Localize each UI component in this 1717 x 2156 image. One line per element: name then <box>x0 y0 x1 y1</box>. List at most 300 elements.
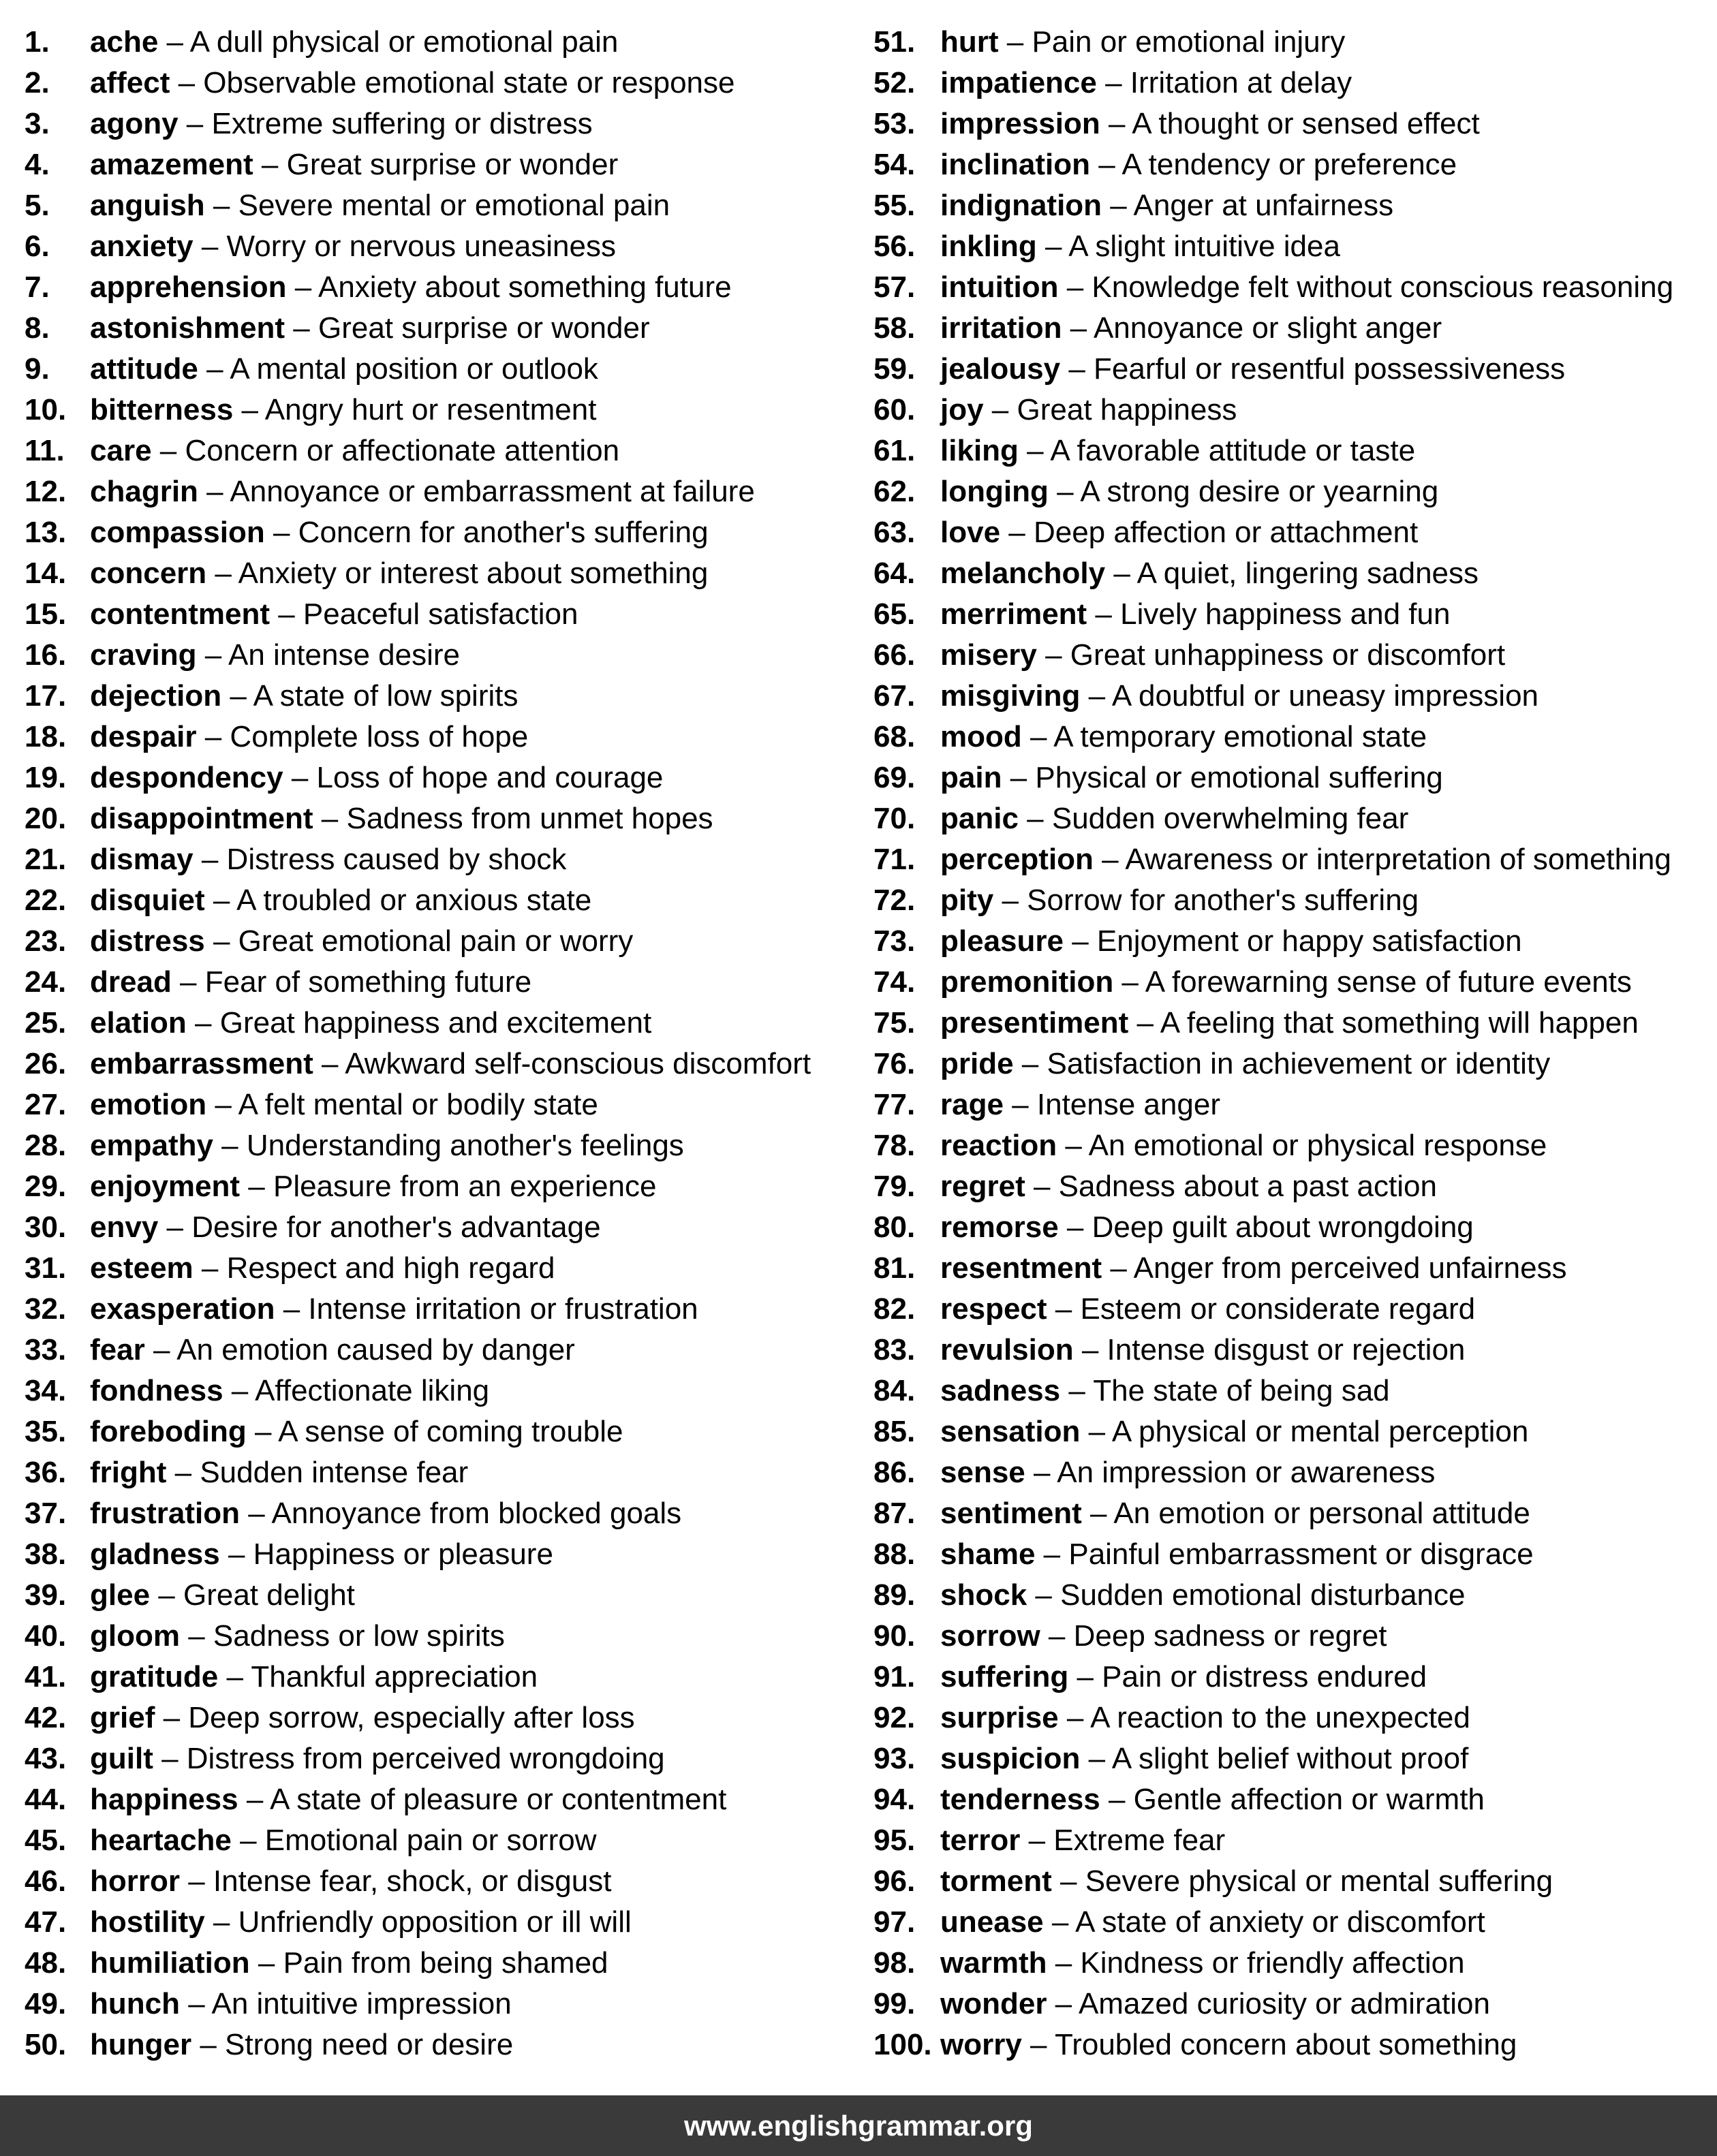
list-item-number: 1. <box>25 25 50 59</box>
list-item-definition: – Desire for another's advantage <box>158 1210 601 1244</box>
list-item <box>873 594 1705 635</box>
list-item-number: 58. <box>873 311 916 345</box>
list-item <box>25 1575 856 1616</box>
list-item-definition: – A dull physical or emotional pain <box>158 25 619 59</box>
list-item <box>25 1820 856 1861</box>
list-item <box>873 1984 1705 2025</box>
list-item-number: 52. <box>873 66 916 99</box>
list-item-number: 19. <box>25 761 67 794</box>
list-item-definition: – Concern or affectionate attention <box>151 434 620 467</box>
list-item <box>873 144 1705 185</box>
list-item-number: 92. <box>873 1701 916 1734</box>
list-item <box>873 1820 1705 1861</box>
list-item <box>25 553 856 594</box>
list-item <box>873 267 1705 308</box>
list-item-number: 80. <box>873 1210 916 1244</box>
list-item-text <box>90 308 650 349</box>
list-item <box>873 1044 1705 1084</box>
list-item-text <box>940 1493 1530 1534</box>
list-item <box>873 308 1705 349</box>
list-item-word: care <box>90 434 152 467</box>
list-item-text <box>90 1616 505 1657</box>
list-item-word: misery <box>940 638 1037 672</box>
list-item <box>873 1166 1705 1207</box>
list-item-definition: – Fear of something future <box>171 965 532 999</box>
list-item-word: suspicion <box>940 1742 1081 1775</box>
list-item-number: 90. <box>873 1619 916 1653</box>
list-item-word: impatience <box>940 66 1097 99</box>
list-item <box>25 594 856 635</box>
list-item-number: 75. <box>873 1006 916 1040</box>
list-item-number: 79. <box>873 1170 916 1203</box>
list-item-word: hurt <box>940 25 999 59</box>
list-item-definition: – Annoyance from blocked goals <box>240 1497 682 1530</box>
list-item <box>25 185 856 226</box>
list-item-word: rage <box>940 1088 1004 1121</box>
list-item-definition: – A quiet, lingering sadness <box>1105 557 1479 590</box>
list-item-definition: – Sudden intense fear <box>166 1456 469 1489</box>
list-item-number: 21. <box>25 843 67 876</box>
list-item-word: craving <box>90 638 197 672</box>
list-item-text <box>90 676 518 717</box>
list-item-definition: – Respect and high regard <box>193 1251 555 1285</box>
list-item-number: 76. <box>873 1047 916 1080</box>
list-item-word: distress <box>90 924 205 958</box>
list-item-text <box>90 717 528 757</box>
list-item-text <box>90 22 618 63</box>
list-item-definition: – Emotional pain or sorrow <box>231 1824 597 1857</box>
list-item-word: panic <box>940 802 1019 835</box>
list-item-number: 30. <box>25 1210 67 1244</box>
list-item-number: 62. <box>873 475 916 508</box>
list-item-text <box>940 1861 1553 1902</box>
list-item-text <box>940 676 1538 717</box>
list-item-definition: – Deep sadness or regret <box>1040 1619 1387 1653</box>
list-item-word: sorrow <box>940 1619 1040 1653</box>
list-item-definition: – Kindness or friendly affection <box>1047 1946 1465 1980</box>
list-item-number: 35. <box>25 1415 67 1448</box>
list-item <box>873 1289 1705 1330</box>
word-list <box>0 22 1717 2065</box>
list-item-number: 91. <box>873 1660 916 1693</box>
list-item-definition: – Gentle affection or warmth <box>1100 1783 1485 1816</box>
list-item-text <box>90 880 591 921</box>
list-item-number: 55. <box>873 189 916 222</box>
list-item-text <box>90 1902 632 1943</box>
list-item-text <box>940 1003 1639 1044</box>
list-item-word: fear <box>90 1333 145 1366</box>
list-item <box>25 1411 856 1452</box>
list-item-number: 72. <box>873 884 916 917</box>
list-item-text <box>940 2025 1517 2065</box>
list-item-number: 29. <box>25 1170 67 1203</box>
list-item-number: 88. <box>873 1537 916 1571</box>
list-item-number: 20. <box>25 802 67 835</box>
list-item-number: 48. <box>25 1946 67 1980</box>
list-item-number: 16. <box>25 638 67 672</box>
list-item-text <box>940 1698 1470 1738</box>
list-item <box>25 226 856 267</box>
list-item-word: elation <box>90 1006 187 1040</box>
list-item-text <box>940 185 1393 226</box>
list-item <box>873 1779 1705 1820</box>
list-item-definition: – Painful embarrassment or disgrace <box>1035 1537 1534 1571</box>
list-item-number: 86. <box>873 1456 916 1489</box>
list-item-number: 95. <box>873 1824 916 1857</box>
list-item-text <box>90 1820 596 1861</box>
list-item-word: pride <box>940 1047 1014 1080</box>
list-item <box>873 839 1705 880</box>
list-item-number: 9. <box>25 352 50 386</box>
list-item-definition: – A troubled or anxious state <box>204 884 592 917</box>
list-item-word: sentiment <box>940 1497 1082 1530</box>
list-item-definition: – Awareness or interpretation of something <box>1093 843 1671 876</box>
list-item-number: 57. <box>873 270 916 304</box>
list-item-definition: – Great delight <box>150 1578 355 1612</box>
list-item <box>25 1248 856 1289</box>
list-item <box>25 676 856 717</box>
list-item-number: 69. <box>873 761 916 794</box>
list-item-text <box>90 1330 575 1371</box>
list-item-definition: – A forewarning sense of future events <box>1113 965 1632 999</box>
list-item-number: 23. <box>25 924 67 958</box>
list-item-word: dismay <box>90 843 194 876</box>
list-item-text <box>940 1902 1485 1943</box>
list-item <box>873 1003 1705 1044</box>
list-item-word: tenderness <box>940 1783 1100 1816</box>
list-item-definition: – Irritation at delay <box>1096 66 1352 99</box>
list-item-word: horror <box>90 1864 180 1898</box>
list-item-text <box>90 2025 513 2065</box>
list-item-text <box>940 594 1450 635</box>
list-item-number: 49. <box>25 1987 67 2020</box>
list-item <box>873 22 1705 63</box>
list-item-word: heartache <box>90 1824 232 1857</box>
list-item-text <box>90 390 596 431</box>
list-item <box>25 1698 856 1738</box>
list-item <box>25 1738 856 1779</box>
list-item-definition: – The state of being sad <box>1060 1374 1390 1407</box>
list-item-number: 65. <box>873 597 916 631</box>
list-item-text <box>940 1452 1435 1493</box>
list-item <box>873 1861 1705 1902</box>
list-item-word: joy <box>940 393 984 426</box>
list-item-number: 8. <box>25 311 50 345</box>
list-item-text <box>940 839 1671 880</box>
list-item-word: irritation <box>940 311 1062 345</box>
list-item-definition: – An emotional or physical response <box>1057 1129 1547 1162</box>
list-item-definition: – Thankful appreciation <box>218 1660 538 1693</box>
list-item <box>25 839 856 880</box>
list-item <box>873 798 1705 839</box>
list-item-text <box>90 267 732 308</box>
list-item <box>873 512 1705 553</box>
list-item <box>25 512 856 553</box>
list-item <box>25 431 856 471</box>
list-item-text <box>940 1411 1528 1452</box>
list-item <box>25 2025 856 2065</box>
list-item-definition: – A sense of coming trouble <box>246 1415 623 1448</box>
list-item-number: 11. <box>25 434 65 467</box>
list-item-word: apprehension <box>90 270 287 304</box>
list-item-number: 78. <box>873 1129 916 1162</box>
list-item-text <box>90 512 709 553</box>
list-item-definition: – Strong need or desire <box>191 2028 514 2061</box>
list-item-definition: – A thought or sensed effect <box>1100 107 1480 140</box>
list-item <box>873 1207 1705 1248</box>
list-item-number: 36. <box>25 1456 67 1489</box>
list-item <box>873 757 1705 798</box>
list-item-text <box>940 1779 1485 1820</box>
list-item-text <box>90 962 531 1003</box>
list-item-text <box>90 1003 651 1044</box>
list-item <box>873 1371 1705 1411</box>
list-item-number: 37. <box>25 1497 67 1530</box>
list-item-definition: – Deep affection or attachment <box>1000 516 1419 549</box>
word-list-column-left <box>25 22 856 2065</box>
list-item-word: emotion <box>90 1088 207 1121</box>
list-item-text <box>940 880 1419 921</box>
list-item-word: concern <box>90 557 207 590</box>
list-item-text <box>90 1943 608 1984</box>
list-item-word: disquiet <box>90 884 205 917</box>
list-item-definition: – A doubtful or uneasy impression <box>1080 679 1539 713</box>
list-item-number: 39. <box>25 1578 67 1612</box>
list-item <box>25 757 856 798</box>
list-item-text <box>90 1084 598 1125</box>
list-item-word: melancholy <box>940 557 1106 590</box>
list-item-word: astonishment <box>90 311 285 345</box>
list-item <box>25 798 856 839</box>
list-item-text <box>940 63 1352 104</box>
list-item-text <box>90 1738 665 1779</box>
list-item <box>25 1330 856 1371</box>
list-item-word: love <box>940 516 1001 549</box>
list-item-number: 74. <box>873 965 916 999</box>
list-item-text <box>90 839 566 880</box>
list-item-text <box>90 1779 726 1820</box>
list-item-definition: – Great surprise or wonder <box>253 148 619 181</box>
list-item-definition: – Esteem or considerate regard <box>1047 1292 1476 1326</box>
list-item-number: 100. <box>873 2028 932 2061</box>
list-item <box>873 2025 1705 2065</box>
list-item <box>873 1657 1705 1698</box>
list-item <box>25 1534 856 1575</box>
list-item-word: worry <box>940 2028 1022 2061</box>
list-item <box>25 1902 856 1943</box>
list-item-text <box>940 717 1427 757</box>
list-item-number: 89. <box>873 1578 916 1612</box>
list-item-text <box>90 921 633 962</box>
list-item-word: misgiving <box>940 679 1081 713</box>
list-item-definition: – A state of pleasure or contentment <box>238 1783 727 1816</box>
list-item-text <box>90 553 708 594</box>
list-item-word: sense <box>940 1456 1025 1489</box>
list-item-number: 46. <box>25 1864 67 1898</box>
list-item-text <box>940 1207 1474 1248</box>
list-item-text <box>90 798 713 839</box>
list-item-text <box>90 635 460 676</box>
list-item-word: indignation <box>940 189 1102 222</box>
list-item-word: remorse <box>940 1210 1059 1244</box>
list-item-word: warmth <box>940 1946 1047 1980</box>
list-item-text <box>940 1575 1466 1616</box>
list-item-word: torment <box>940 1864 1052 1898</box>
list-item-number: 40. <box>25 1619 67 1653</box>
list-item-number: 33. <box>25 1333 67 1366</box>
list-item-word: premonition <box>940 965 1114 999</box>
list-item-number: 97. <box>873 1905 916 1939</box>
list-item <box>25 1616 856 1657</box>
list-item-number: 6. <box>25 230 50 263</box>
list-item-number: 2. <box>25 66 50 99</box>
list-item-number: 71. <box>873 843 916 876</box>
list-item-number: 15. <box>25 597 67 631</box>
list-item-text <box>940 1084 1220 1125</box>
list-item-text <box>90 1125 684 1166</box>
list-item <box>25 63 856 104</box>
list-item-definition: – Severe mental or emotional pain <box>204 189 670 222</box>
list-item <box>873 1738 1705 1779</box>
list-item-definition: – Enjoyment or happy satisfaction <box>1063 924 1522 958</box>
list-item-word: surprise <box>940 1701 1059 1734</box>
list-item-number: 56. <box>873 230 916 263</box>
list-item-number: 17. <box>25 679 67 713</box>
list-item-definition: – Distress caused by shock <box>193 843 567 876</box>
list-item-number: 18. <box>25 720 67 753</box>
list-item-text <box>940 1984 1490 2025</box>
list-item-definition: – A tendency or preference <box>1090 148 1457 181</box>
list-item-word: resentment <box>940 1251 1102 1285</box>
list-item-number: 13. <box>25 516 67 549</box>
list-item-word: unease <box>940 1905 1044 1939</box>
list-item-definition: – A state of anxiety or discomfort <box>1043 1905 1485 1939</box>
list-item-word: hunch <box>90 1987 180 2020</box>
list-item-definition: – Peaceful satisfaction <box>270 597 578 631</box>
list-item <box>25 1779 856 1820</box>
list-item <box>25 1452 856 1493</box>
list-item-text <box>90 471 755 512</box>
list-item <box>873 1575 1705 1616</box>
list-item-word: gloom <box>90 1619 180 1653</box>
list-item-text <box>90 144 618 185</box>
list-item <box>873 1084 1705 1125</box>
list-item <box>873 390 1705 431</box>
list-item-definition: – Pleasure from an experience <box>240 1170 657 1203</box>
list-item-definition: – Troubled concern about something <box>1021 2028 1517 2061</box>
list-item-word: affect <box>90 66 170 99</box>
list-item-text <box>940 349 1565 390</box>
list-item-text <box>90 1861 611 1902</box>
list-item-definition: – Deep sorrow, especially after loss <box>155 1701 635 1734</box>
list-item-definition: – A reaction to the unexpected <box>1058 1701 1470 1734</box>
list-item-text <box>90 1534 553 1575</box>
list-item-number: 84. <box>873 1374 916 1407</box>
list-item-number: 24. <box>25 965 67 999</box>
list-item <box>873 63 1705 104</box>
list-item-definition: – A temporary emotional state <box>1021 720 1427 753</box>
list-item-text <box>940 267 1673 308</box>
list-item-number: 99. <box>873 1987 916 2020</box>
list-item-word: disappointment <box>90 802 313 835</box>
list-item-text <box>90 1166 657 1207</box>
list-item <box>25 349 856 390</box>
list-item-number: 28. <box>25 1129 67 1162</box>
list-item-word: impression <box>940 107 1100 140</box>
list-item-definition: – Happiness or pleasure <box>219 1537 553 1571</box>
list-item-text <box>940 635 1505 676</box>
list-item-text <box>940 1044 1550 1084</box>
list-item-text <box>940 757 1443 798</box>
list-item-word: anxiety <box>90 230 194 263</box>
list-item-number: 73. <box>873 924 916 958</box>
list-item-definition: – An emotion or personal attitude <box>1081 1497 1530 1530</box>
list-item-definition: – Observable emotional state or response <box>170 66 735 99</box>
list-item <box>25 880 856 921</box>
list-item-text <box>940 1289 1475 1330</box>
list-item-text <box>90 1248 555 1289</box>
list-item-text <box>90 1289 698 1330</box>
list-item-definition: – Great emotional pain or worry <box>204 924 634 958</box>
list-item-word: sensation <box>940 1415 1081 1448</box>
list-item <box>25 471 856 512</box>
list-item-number: 94. <box>873 1783 916 1816</box>
list-item-text <box>90 1493 681 1534</box>
list-item-text <box>940 1125 1547 1166</box>
list-item-word: sadness <box>940 1374 1061 1407</box>
list-item <box>873 349 1705 390</box>
list-item-word: wonder <box>940 1987 1047 2020</box>
list-item-definition: – Great happiness <box>983 393 1237 426</box>
list-item-number: 87. <box>873 1497 916 1530</box>
list-item <box>25 1371 856 1411</box>
list-item-word: dread <box>90 965 172 999</box>
list-item-number: 31. <box>25 1251 67 1285</box>
list-item-text <box>90 349 598 390</box>
list-item-number: 50. <box>25 2028 67 2061</box>
list-item <box>873 1248 1705 1289</box>
list-item-word: fondness <box>90 1374 223 1407</box>
footer-bar <box>0 2095 1717 2156</box>
list-item-text <box>940 798 1408 839</box>
list-item-word: anguish <box>90 189 205 222</box>
list-item-definition: – A strong desire or yearning <box>1048 475 1439 508</box>
list-item-number: 5. <box>25 189 50 222</box>
list-item <box>25 1943 856 1984</box>
list-item-text <box>940 1248 1567 1289</box>
list-item-definition: – Anger at unfairness <box>1102 189 1394 222</box>
list-item-definition: – A feeling that something will happen <box>1128 1006 1639 1040</box>
list-item-definition: – Great happiness and excitement <box>186 1006 652 1040</box>
list-item <box>873 471 1705 512</box>
list-item-number: 60. <box>873 393 916 426</box>
list-item-word: mood <box>940 720 1022 753</box>
list-item-definition: – An intense desire <box>196 638 460 672</box>
footer-website-link[interactable]: www.englishgrammar.org <box>684 2109 1033 2142</box>
list-item-number: 32. <box>25 1292 67 1326</box>
list-item-definition: – Sudden overwhelming fear <box>1018 802 1409 835</box>
list-item-number: 61. <box>873 434 916 467</box>
list-item-definition: – Extreme fear <box>1020 1824 1226 1857</box>
list-item <box>25 1861 856 1902</box>
list-item-text <box>940 962 1632 1003</box>
list-item-word: pleasure <box>940 924 1064 958</box>
list-item-definition: – Anger from perceived unfairness <box>1102 1251 1567 1285</box>
list-item-number: 96. <box>873 1864 916 1898</box>
list-item-text <box>90 1657 538 1698</box>
list-item-word: foreboding <box>90 1415 247 1448</box>
list-item-text <box>940 471 1438 512</box>
